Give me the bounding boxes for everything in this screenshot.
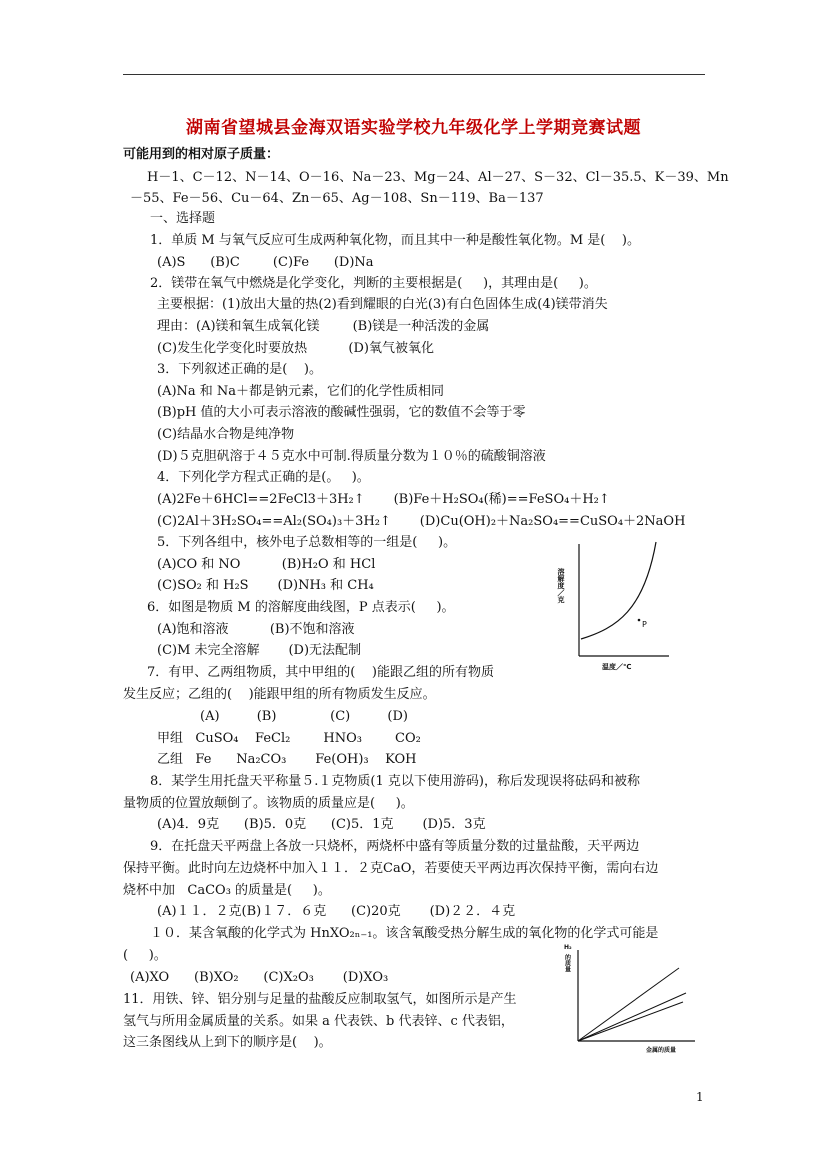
question-11-cont: 氢气与所用金属质量的关系。如果 a 代表铁、b 代表锌、c 代表铝， [123, 1014, 514, 1029]
question-9-options: (A)１１．２克(B)１７．６克 (C)20克 (D)２２．４克 [157, 904, 516, 919]
text-line: H－1、C－12、N－14、O－16、Na－23、Mg－24、Al－27、S－32、Cl－35.5、K－39、Mn [147, 170, 729, 185]
question-3-option-b: (B)pH 值的大小可表示溶液的酸碱性强弱，它的数值不会等于零 [157, 405, 526, 420]
header-rule [123, 74, 705, 75]
question-2-reason-ab: 理由：(A)镁和氧生成氧化镁 (B)镁是一种活泼的金属 [157, 319, 490, 334]
question-7-group-a: 甲组 CuSO₄ FeCl₂ HNO₃ CO₂ [157, 731, 421, 746]
question-7-cont: 发生反应；乙组的( )能跟甲组的所有物质发生反应。 [123, 687, 436, 702]
question-5-options-cd: (C)SO₂ 和 H₂S (D)NH₃ 和 CH₄ [157, 578, 374, 593]
question-8-options: (A)4．9克 (B)5．0克 (C)5．1克 (D)5．3克 [157, 817, 486, 832]
page-title: 湖南省望城县金海双语实验学校九年级化学上学期竞赛试题 [186, 118, 641, 138]
question-9-cont: 保持平衡。此时向左边烧杯中加入１１．２克CaO，若要使天平两边再次保持平衡，需向右边 [123, 861, 659, 876]
temperature-xlabel: 温度／℃ [602, 663, 632, 671]
h2-ylabel-top: H₂ [564, 944, 572, 951]
question-5-options-ab: (A)CO 和 NO (B)H₂O 和 HCl [157, 557, 376, 572]
question-3-option-d: (D)５克胆矾溶于４５克水中可制.得质量分数为１０％的硫酸铜溶液 [157, 449, 546, 464]
question-5: 5．下列各组中，核外电子总数相等的一组是( )。 [157, 535, 457, 550]
question-7-group-b: 乙组 Fe Na₂CO₃ Fe(OH)₃ KOH [157, 752, 417, 767]
question-2-basis: 主要根据：(1)放出大量的热(2)看到耀眼的白光(3)有白色固体生成(4)镁带消失 [157, 297, 608, 312]
section-heading: 一、选择题 [150, 211, 216, 226]
question-2-reason-cd: (C)发生化学变化时要放热 (D)氧气被氧化 [157, 341, 434, 356]
page-number: 1 [696, 1090, 704, 1104]
metal-mass-xlabel: 金属的质量 [646, 1047, 677, 1054]
hydrogen-mass-figure [558, 938, 698, 1056]
question-8: 8．某学生用托盘天平称量５.１克物质(1 克以下使用游码)，称后发现误将砝码和被称 [150, 774, 640, 789]
question-11-cont-2: 这三条图线从上到下的顺序是( )。 [123, 1035, 332, 1050]
text-line: －55、Fe－56、Cu－64、Zn－65、Ag－108、Sn－119、Ba－137 [130, 191, 544, 206]
question-9-cont-2: 烧杯中加 CaCO₃ 的质量是( )。 [123, 883, 331, 898]
question-3-option-c: (C)结晶水合物是纯净物 [157, 427, 295, 442]
question-7-option-header: (A) (B) (C) (D) [200, 709, 408, 724]
question-7: 7．有甲、乙两组物质，其中甲组的( )能跟乙组的所有物质 [147, 665, 494, 680]
question-9: 9．在托盘天平两盘上各放一只烧杯，两烧杯中盛有等质量分数的过量盐酸，天平两边 [150, 839, 640, 854]
question-2: 2．镁带在氧气中燃烧是化学变化，判断的主要根据是( )，其理由是( )。 [150, 276, 597, 291]
question-6-options-cd: (C)M 未完全溶解 (D)无法配制 [157, 643, 362, 658]
question-1: 1．单质 M 与氧气反应可生成两种氧化物，而且其中一种是酸性氧化物。M 是( )。 [150, 233, 640, 248]
question-11: 11．用铁、锌、铝分别与足量的盐酸反应制取氢气，如图所示是产生 [123, 992, 517, 1007]
question-1-options: (A)S (B)C (C)Fe (D)Na [157, 255, 374, 270]
question-10-cont: ( )。 [123, 948, 167, 963]
question-10-options: (A)XO (B)XO₂ (C)X₂O₃ (D)XO₃ [130, 970, 389, 985]
point-p-label: P [642, 620, 647, 629]
question-3: 3．下列叙述正确的是( )。 [157, 362, 322, 377]
question-4: 4．下列化学方程式正确的是(。 )。 [157, 470, 370, 485]
question-4-options-cd: (C)2Al＋3H₂SO₄==Al₂(SO₄)₃＋3H₂↑ (D)Cu(OH)₂＋Na₂SO₄==CuSO₄＋2NaOH [157, 514, 686, 529]
solubility-ylabel: 溶解度／克 [557, 568, 565, 603]
question-3-option-a: (A)Na 和 Na＋都是钠元素，它们的化学性质相同 [157, 384, 445, 399]
solubility-curve-figure [552, 540, 674, 672]
question-4-options-ab: (A)2Fe＋6HCl==2FeCl3＋3H₂↑ (B)Fe＋H₂SO₄(稀)==FeSO₄＋H₂↑ [157, 492, 610, 507]
question-6: 6．如图是物质 M 的溶解度曲线图，P 点表示( )。 [147, 600, 455, 615]
question-10: １０．某含氧酸的化学式为 HnXO₂ₙ₋₁。该含氧酸受热分解生成的氧化物的化学式可能是 [150, 926, 659, 941]
question-6-options-ab: (A)饱和溶液 (B)不饱和溶液 [157, 622, 355, 637]
question-8-cont: 量物质的位置放颠倒了。该物质的质量应是( )。 [123, 796, 414, 811]
h2-mass-ylabel: 的质量 [563, 954, 571, 972]
atomic-mass-heading: 可能用到的相对原子质量： [123, 147, 280, 162]
